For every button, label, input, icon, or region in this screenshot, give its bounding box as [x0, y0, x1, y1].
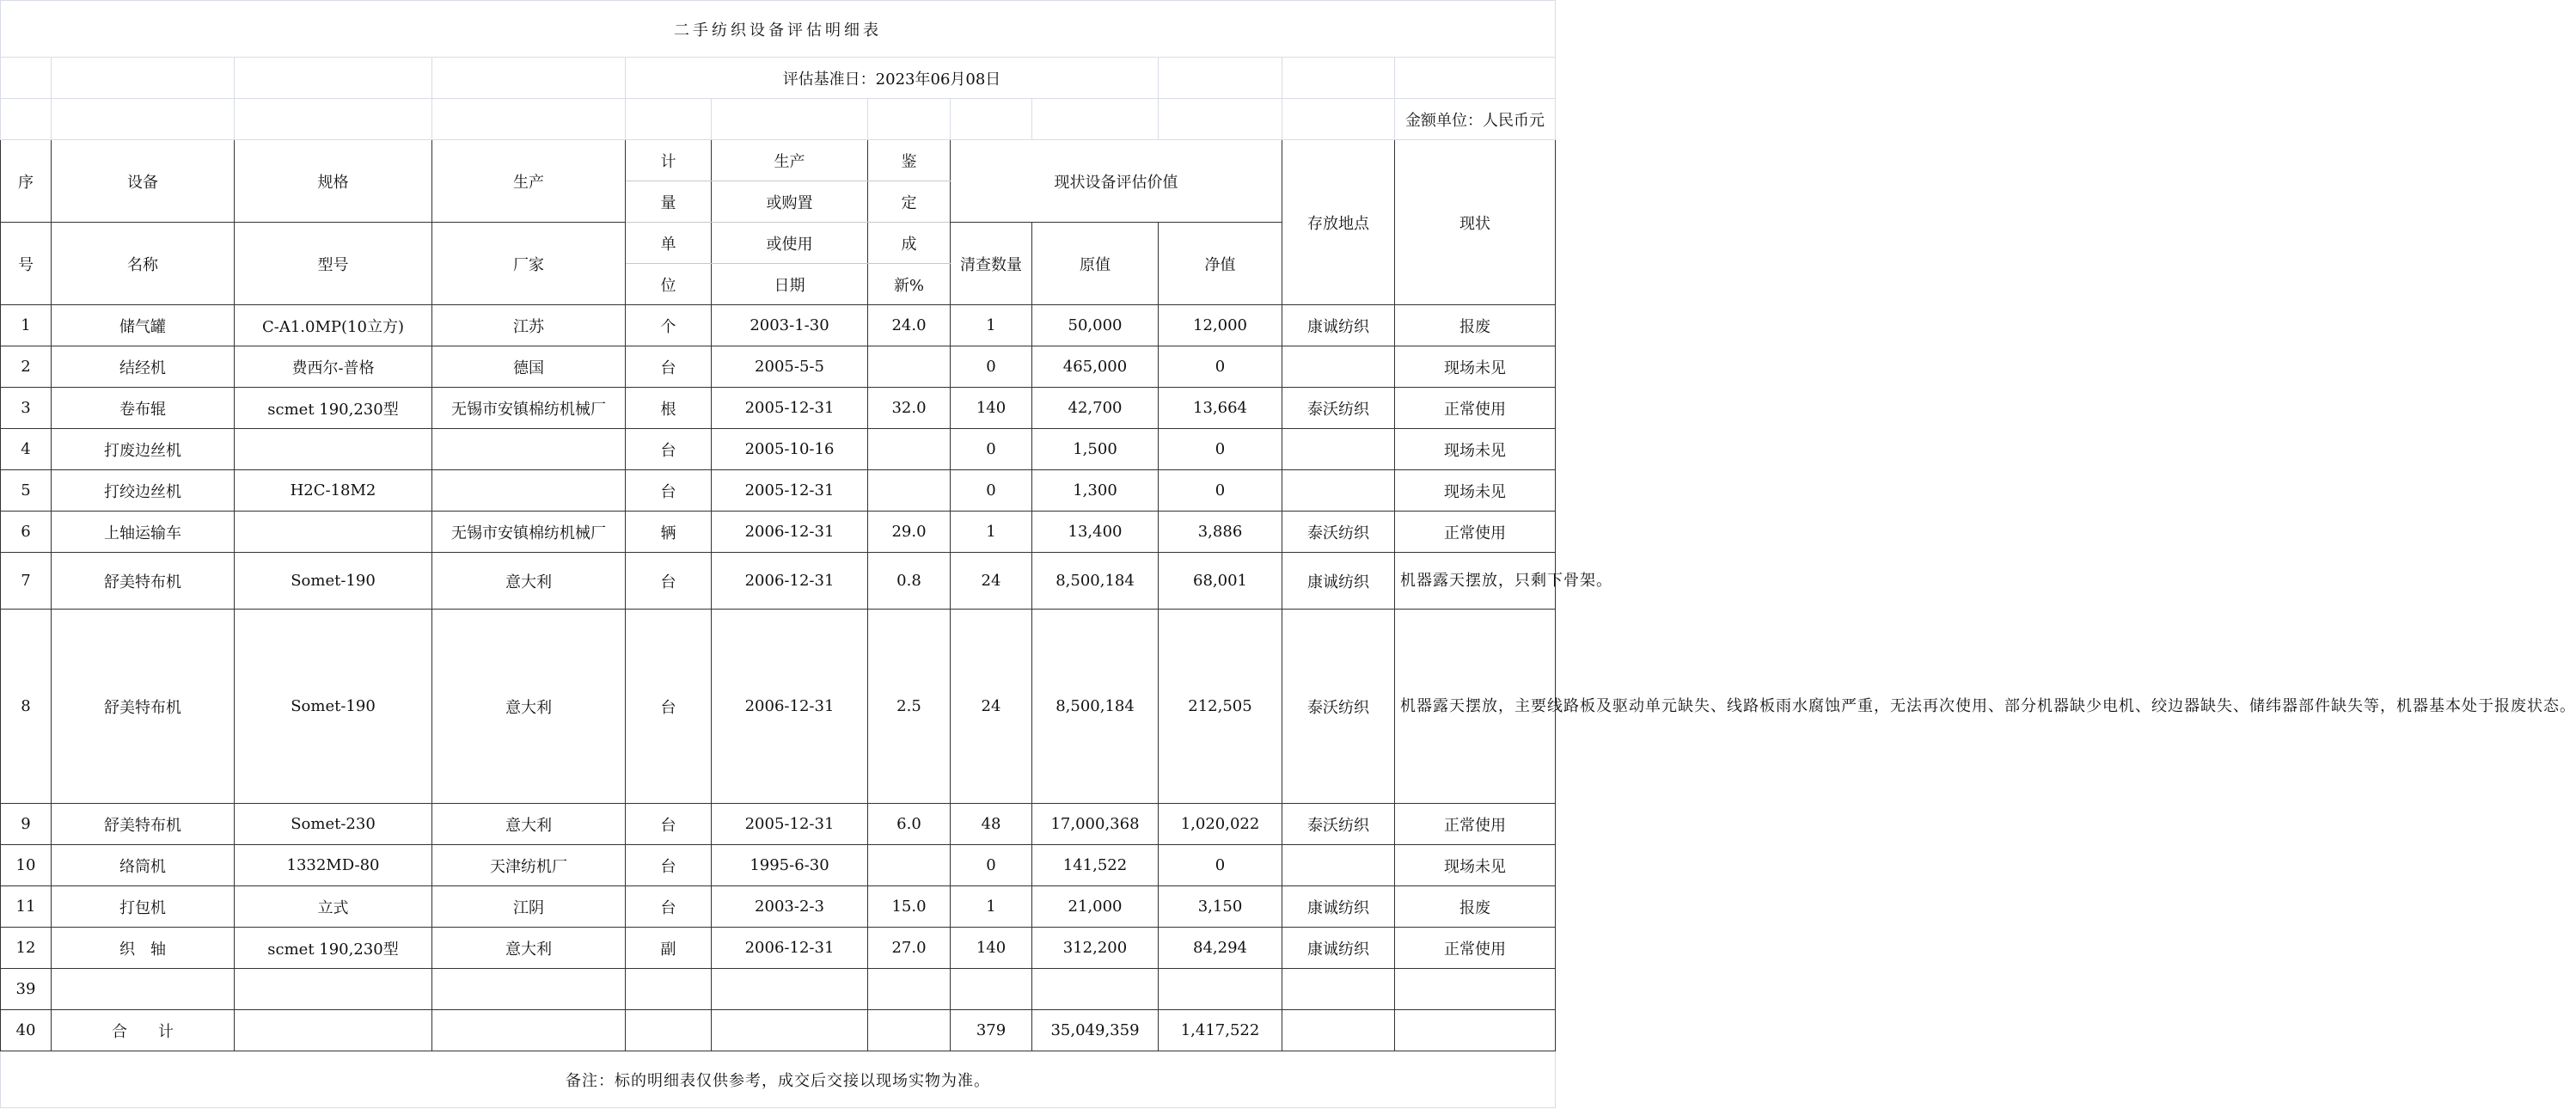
table-row: 2 结经机 费西尔-普格 德国 台 2005-5-5 0 465,000 0 现场未见 — [1, 346, 1556, 388]
table-row: 4 打废边丝机 台 2005-10-16 0 1,500 0 现场未见 — [1, 429, 1556, 470]
hdr-net: 净值 — [1159, 223, 1282, 305]
sheet-title: 二手纺织设备评估明细表 — [1, 1, 1556, 58]
hdr-seq-2: 号 — [1, 223, 52, 305]
hdr-date-4: 日期 — [712, 264, 868, 305]
hdr-rate-1: 鉴 — [868, 140, 951, 181]
table-row: 5 打绞边丝机 H2C-18M2 台 2005-12-31 0 1,300 0 现场未见 — [1, 470, 1556, 512]
currency-unit: 金额单位：人民币元 — [1395, 99, 1556, 140]
base-date: 评估基准日：2023年06月08日 — [626, 58, 1159, 99]
hdr-uom-4: 位 — [626, 264, 712, 305]
hdr-date-1: 生产 — [712, 140, 868, 181]
hdr-spec-1: 规格 — [235, 140, 432, 223]
hdr-rate-2: 定 — [868, 181, 951, 223]
hdr-uom-1: 计 — [626, 140, 712, 181]
hdr-seq-1: 序 — [1, 140, 52, 223]
total-qty: 379 — [951, 1010, 1032, 1051]
hdr-orig: 原值 — [1032, 223, 1159, 305]
hdr-rate-3: 成 — [868, 223, 951, 264]
total-net: 1,417,522 — [1159, 1010, 1282, 1051]
table-row: 7 舒美特布机 Somet-190 意大利 台 2006-12-31 0.8 24 8,500,184 68,001 康诚纺织 机器露天摆放，只剩下骨架。 — [1, 553, 1556, 610]
hdr-uom-3: 单 — [626, 223, 712, 264]
table-row: 8 舒美特布机 Somet-190 意大利 台 2006-12-31 2.5 24 8,500,184 212,505 泰沃纺织 机器露天摆放，主要线路板及驱动单元缺失、线路板雨水腐蚀严重，无法再次使用、部分机器缺少电机、绞边器缺失、储纬器部件缺失等，机器基本处于报废状态。 — [1, 610, 1556, 804]
hdr-name-2: 名称 — [52, 223, 235, 305]
table-row: 39 — [1, 969, 1556, 1010]
hdr-date-3: 或使用 — [712, 223, 868, 264]
table-row: 10 络筒机 1332MD-80 天津纺机厂 台 1995-6-30 0 141,522 0 现场未见 — [1, 845, 1556, 886]
table-row: 9 舒美特布机 Somet-230 意大利 台 2005-12-31 6.0 48 17,000,368 1,020,022 泰沃纺织 正常使用 — [1, 804, 1556, 845]
table-row: 6 上轴运输车 无锡市安镇棉纺机械厂 辆 2006-12-31 29.0 1 13,400 3,886 泰沃纺织 正常使用 — [1, 512, 1556, 553]
table-row: 1 储气罐 C-A1.0MP(10立方) 江苏 个 2003-1-30 24.0 1 50,000 12,000 康诚纺织 报废 — [1, 305, 1556, 346]
hdr-date-2: 或购置 — [712, 181, 868, 223]
hdr-qty: 清查数量 — [951, 223, 1032, 305]
hdr-status: 现状 — [1395, 140, 1556, 305]
hdr-maker-2: 厂家 — [432, 223, 626, 305]
hdr-maker-1: 生产 — [432, 140, 626, 223]
hdr-location: 存放地点 — [1282, 140, 1395, 305]
total-orig: 35,049,359 — [1032, 1010, 1159, 1051]
remark-note: 备注：标的明细表仅供参考，成交后交接以现场实物为准。 — [1, 1051, 1556, 1108]
hdr-uom-2: 量 — [626, 181, 712, 223]
hdr-value-group: 现状设备评估价值 — [951, 140, 1282, 223]
hdr-rate-4: 新% — [868, 264, 951, 305]
hdr-spec-2: 型号 — [235, 223, 432, 305]
table-row: 12 织 轴 scmet 190,230型 意大利 副 2006-12-31 27.0 140 312,200 84,294 康诚纺织 正常使用 — [1, 928, 1556, 969]
total-row: 40 合 计 379 35,049,359 1,417,522 — [1, 1010, 1556, 1051]
table-row: 11 打包机 立式 江阴 台 2003-2-3 15.0 1 21,000 3,150 康诚纺织 报废 — [1, 886, 1556, 928]
total-label: 合 计 — [52, 1010, 235, 1051]
table-row: 3 卷布辊 scmet 190,230型 无锡市安镇棉纺机械厂 根 2005-12-31 32.0 140 42,700 13,664 泰沃纺织 正常使用 — [1, 388, 1556, 429]
hdr-name-1: 设备 — [52, 140, 235, 223]
